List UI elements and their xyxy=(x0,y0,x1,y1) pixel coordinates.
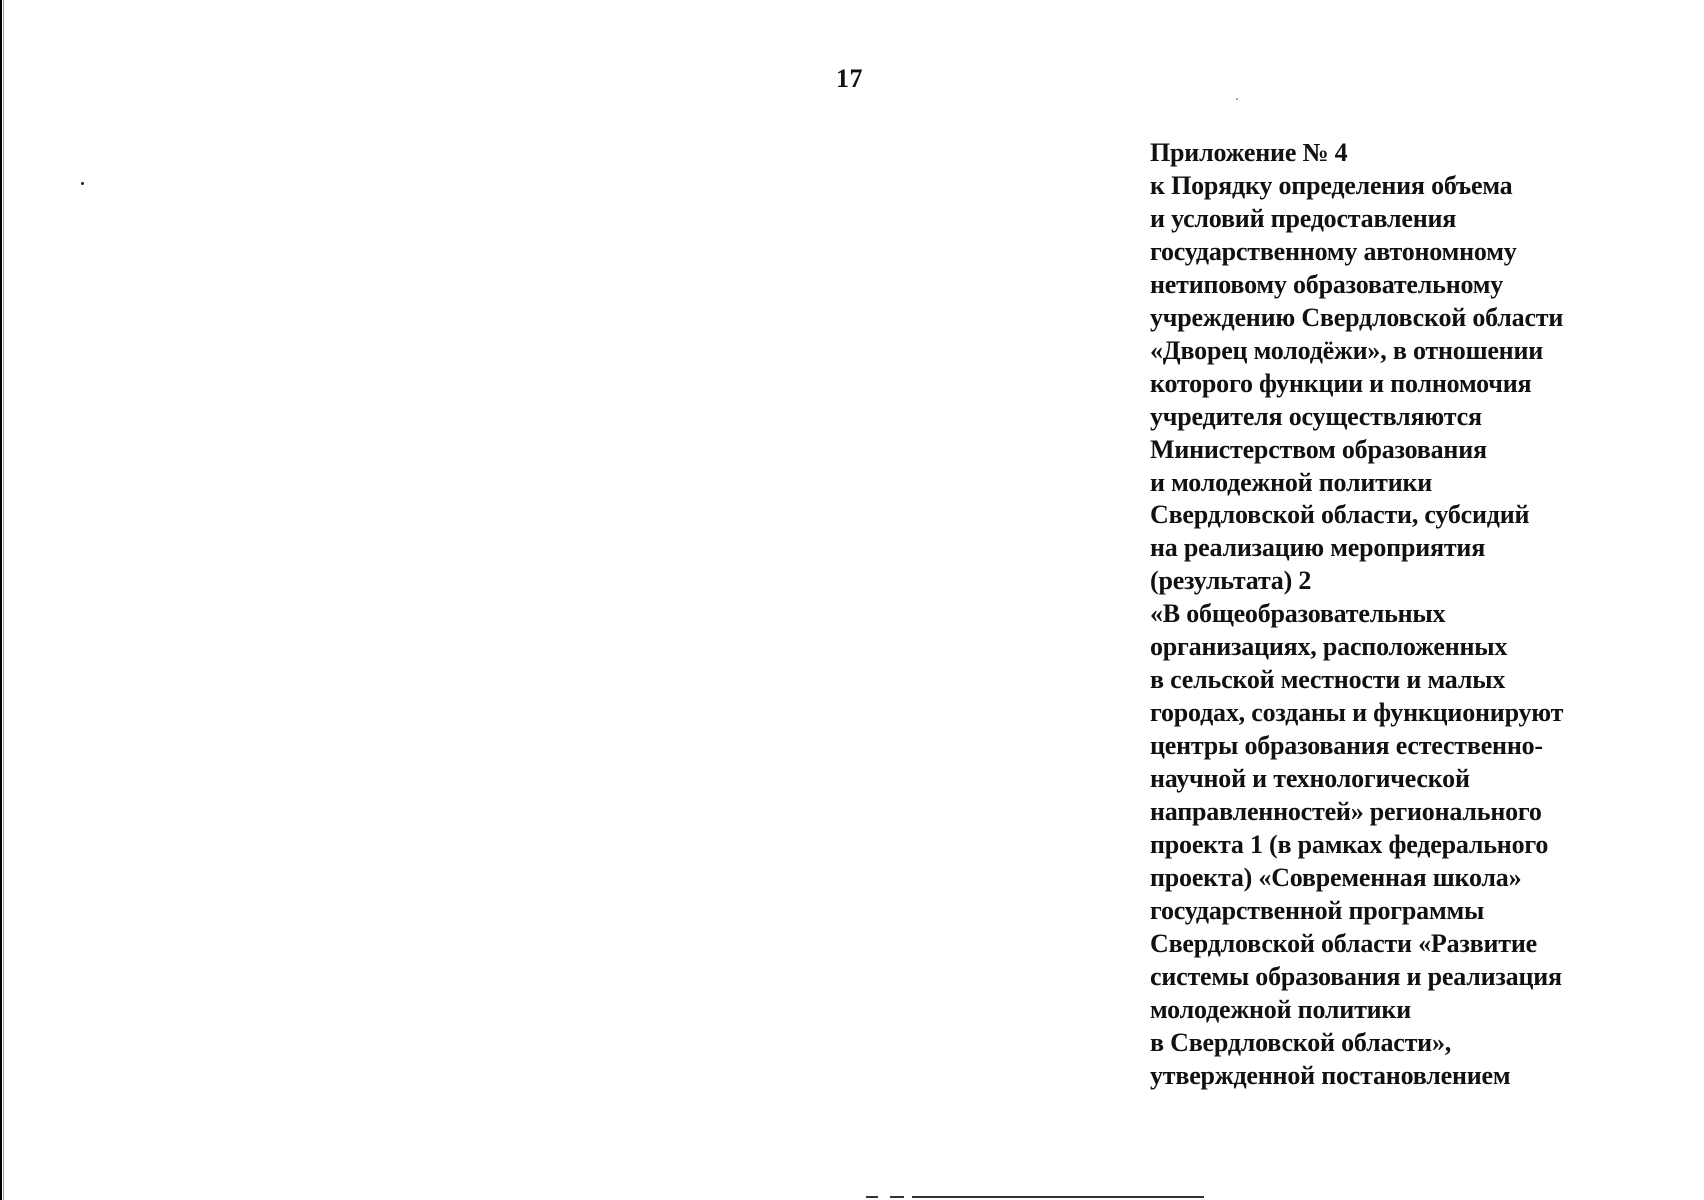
appendix-line: системы образования и реализация xyxy=(1150,961,1562,991)
appendix-line: и молодежной политики xyxy=(1150,467,1433,497)
appendix-line: нетиповому образовательному xyxy=(1150,269,1504,299)
appendix-line: организациях, расположенных xyxy=(1150,632,1508,662)
appendix-line: которого функции и полномочия xyxy=(1150,368,1532,398)
appendix-line: Приложение № 4 xyxy=(1150,138,1348,167)
footer-rule xyxy=(912,1196,1204,1198)
appendix-line: центры образования естественно- xyxy=(1150,731,1543,761)
scan-speck xyxy=(81,182,84,185)
appendix-line: молодежной политики xyxy=(1150,994,1411,1024)
footer-rule-dash xyxy=(890,1196,904,1198)
page-number: 17 xyxy=(836,64,863,93)
appendix-line: (результата) 2 xyxy=(1150,566,1312,596)
appendix-line: «В общеобразовательных xyxy=(1150,599,1446,629)
appendix-line: к Порядку определения объема xyxy=(1150,170,1513,200)
appendix-line: проекта) «Современная школа» xyxy=(1150,862,1522,892)
appendix-line: направленностей» регионального xyxy=(1150,797,1542,827)
scan-left-edge xyxy=(0,0,2,1200)
appendix-line: Свердловской области «Развитие xyxy=(1150,928,1537,958)
appendix-heading-block xyxy=(1150,137,1670,1093)
appendix-line: государственной программы xyxy=(1150,895,1485,925)
appendix-line: Министерством образования xyxy=(1150,434,1487,464)
scan-speck xyxy=(1236,98,1238,100)
appendix-line: утвержденной постановлением xyxy=(1150,1060,1511,1090)
appendix-line: в сельской местности и малых xyxy=(1150,665,1506,695)
appendix-line: научной и технологической xyxy=(1150,764,1470,794)
appendix-line: проекта 1 (в рамках федерального xyxy=(1150,830,1549,860)
appendix-line: и условий предоставления xyxy=(1150,203,1457,233)
appendix-line: учреждению Свердловской области xyxy=(1150,302,1564,332)
appendix-line: «Дворец молодёжи», в отношении xyxy=(1150,335,1544,365)
appendix-line: учредителя осуществляются xyxy=(1150,401,1482,431)
appendix-line: городах, созданы и функционируют xyxy=(1150,698,1564,728)
appendix-line: Свердловской области, субсидий xyxy=(1150,500,1530,530)
appendix-line: в Свердловской области», xyxy=(1150,1027,1452,1057)
scan-left-edge-shadow xyxy=(3,0,4,1200)
appendix-line: на реализацию мероприятия xyxy=(1150,533,1486,563)
footer-rule-dash xyxy=(866,1196,878,1198)
appendix-line: государственному автономному xyxy=(1150,236,1517,266)
